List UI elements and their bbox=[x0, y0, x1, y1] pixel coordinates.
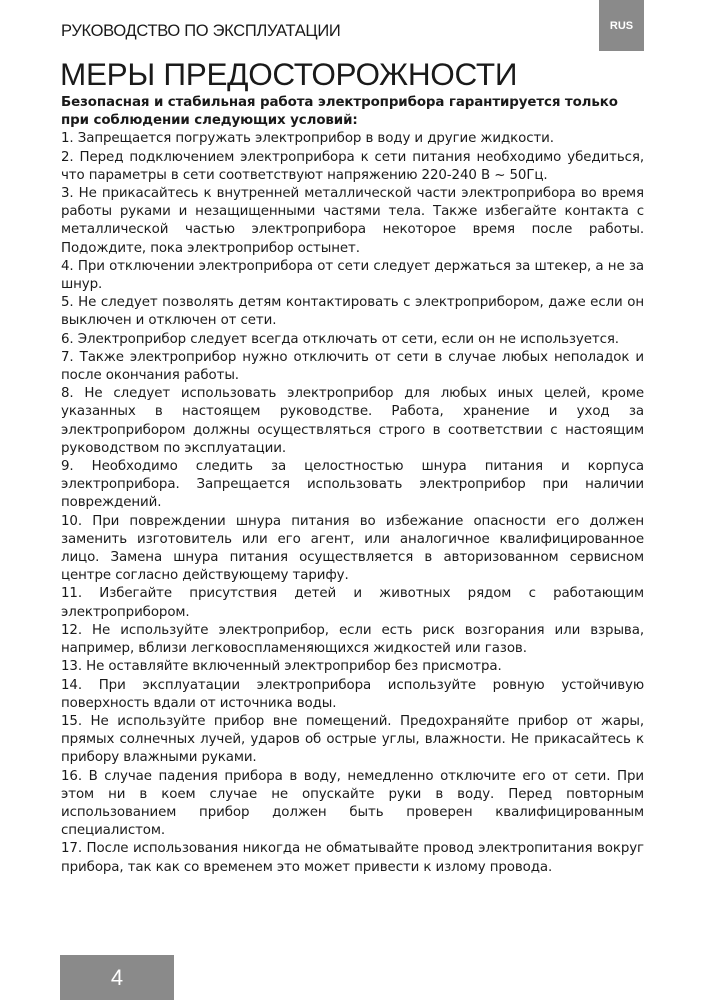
safety-content bbox=[61, 94, 644, 877]
rule-item: 13. Не оставляйте включенный электроприбор без присмотра. bbox=[61, 659, 502, 675]
rule-item: 14. При эксплуатации электроприбора используйте ровную устойчивую поверхность вдали от источника воды. bbox=[61, 677, 644, 711]
rule-item: 15. Не используйте прибор вне помещений. Предохраняйте прибор от жары, прямых солнечных лучей, ударов об острые углы, влажности. Не прикасайтесь к прибору влажными руками. bbox=[61, 713, 644, 766]
rule-item: 11. Избегайте присутствия детей и животных рядом с работающим электроприбором. bbox=[61, 586, 644, 620]
page-title: МЕРЫ ПРЕДОСТОРОЖНОСТИ bbox=[60, 56, 518, 92]
language-badge: RUS bbox=[599, 0, 644, 51]
rule-item: 3. Не прикасайтесь к внутренней металлической части электроприбора во время работы руками и незащищенными частями тела. Также избегайте контакта с металлической частью электроприбора некоторое время после работы. Подождите, пока электроприбор остынет. bbox=[61, 186, 644, 256]
rule-item: 7. Также электроприбор нужно отключить от сети в случае любых неполадок и после окончания работы. bbox=[61, 349, 644, 384]
rule-item: 4. При отключении электроприбора от сети следует держаться за штекер, а не за шнур. bbox=[61, 258, 644, 293]
rule-item: 9. Необходимо следить за целостностью шнура питания и корпуса электроприбора. Запрещается использовать электроприбор при наличии повреждений. bbox=[61, 459, 644, 511]
rule-item: 12. Не используйте электроприбор, если есть риск возгорания или взрыва, например, вблизи легковоспламеняющихся жидкостей или газов. bbox=[61, 622, 644, 657]
rules-list bbox=[61, 130, 644, 876]
page-number: 4 bbox=[60, 955, 174, 1000]
rule-item: 17. После использования никогда не обматывайте провод электропитания вокруг прибора, так как со временем это может привести к излому провода. bbox=[61, 841, 644, 875]
rule-item: 16. В случае падения прибора в воду, немедленно отключите его от сети. При этом ни в коем случае не опускайте руки в воду. Перед повторным использованием прибор должен быть проверен квалифицированным специалистом. bbox=[61, 768, 644, 839]
rule-item: 2. Перед подключением электроприбора к сети питания необходимо убедиться, что параметры в сети соответствуют напряжению 220-240 В ~ 50Гц. bbox=[61, 149, 644, 183]
rule-item: 5. Не следует позволять детям контактировать с электроприбором, даже если он выключен и отключен от сети. bbox=[61, 295, 644, 329]
rule-item: 8. Не следует использовать электроприбор для любых иных целей, кроме указанных в настоящем руководстве. Работа, хранение и уход за электроприбором должны осуществляться строго в соответствии с настоящим руководством по эксплуатации. bbox=[61, 386, 644, 456]
rule-item: 1. Запрещается погружать электроприбор в воду и другие жидкости. bbox=[61, 131, 554, 147]
rule-item: 6. Электроприбор следует всегда отключать от сети, если он не используется. bbox=[61, 331, 619, 347]
header-section-title: РУКОВОДСТВО ПО ЭКСПЛУАТАЦИИ bbox=[61, 22, 341, 40]
rule-item: 10. При повреждении шнура питания во избежание опасности его должен заменить изготовитель или его агент, или аналогичное квалифицированное лицо. Замена шнура питания осуществляется в авторизованном сервисном центре согласно действующему тарифу. bbox=[61, 513, 644, 584]
intro-text: Безопасная и стабильная работа электроприбора гарантируется только при соблюдении следующих условий: bbox=[61, 95, 618, 129]
